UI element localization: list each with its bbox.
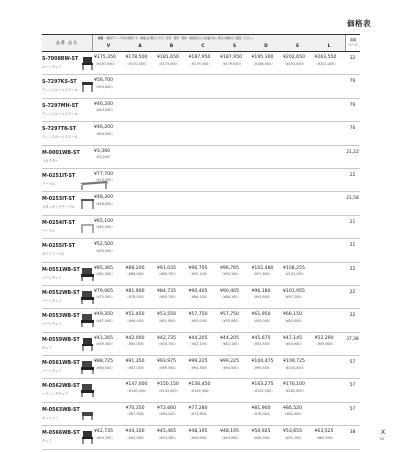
table-row bbox=[42, 75, 360, 98]
table-row bbox=[42, 239, 360, 262]
price-with-tax: ¥51,450 bbox=[125, 312, 145, 318]
price-with-tax: ¥90,405 bbox=[220, 288, 239, 294]
table-header bbox=[42, 34, 360, 52]
price-cells bbox=[93, 289, 345, 306]
page-header-line2: ページ bbox=[348, 42, 358, 47]
table-body bbox=[42, 52, 360, 450]
price-before-tax: （¥3,200） bbox=[94, 155, 113, 160]
page-reference: 38 bbox=[349, 430, 356, 436]
price-with-tax: ¥156,450 bbox=[188, 382, 211, 388]
price-cells bbox=[93, 406, 345, 423]
price-cells bbox=[93, 336, 345, 353]
page-reference: 57 bbox=[349, 360, 356, 366]
page-reference: 76 bbox=[349, 102, 356, 108]
price-with-tax: ¥44,205 bbox=[220, 335, 239, 341]
price-before-tax: （¥45,900） bbox=[188, 435, 210, 440]
page-reference: 76 bbox=[349, 126, 356, 132]
price-with-tax: ¥3,360 bbox=[94, 148, 111, 154]
price-before-tax: （¥193,000） bbox=[283, 61, 306, 66]
price-with-tax: ¥147,000 bbox=[125, 382, 148, 388]
product-name: ルーンチェア bbox=[42, 65, 62, 69]
price-before-tax: （¥86,100） bbox=[220, 295, 241, 300]
product-name: サイドテーブル bbox=[42, 252, 65, 257]
price-before-tax: （¥91,600） bbox=[251, 295, 273, 300]
price-before-tax: （¥44,000） bbox=[94, 131, 115, 136]
price-with-tax: ¥47,145 bbox=[283, 335, 302, 341]
price-with-tax: ¥48,195 bbox=[220, 429, 239, 435]
price-with-tax: ¥91,350 bbox=[125, 359, 145, 365]
price-with-tax: ¥101,955 bbox=[283, 288, 305, 294]
product-code: M-0552WB-ST bbox=[42, 290, 80, 296]
price-before-tax: （¥94,500） bbox=[188, 365, 210, 370]
price-before-tax: （¥170,000） bbox=[125, 61, 149, 66]
page-reference: 21,58 bbox=[346, 196, 359, 202]
product-code: S-7297KS-ST bbox=[42, 80, 77, 86]
grade-letter: A bbox=[138, 43, 143, 48]
price-cells bbox=[93, 195, 345, 212]
price-before-tax: （¥82,400） bbox=[283, 412, 304, 417]
table-row bbox=[42, 309, 360, 332]
product-code: M-0001WB-ST bbox=[42, 150, 80, 156]
price-with-tax: ¥187,950 bbox=[188, 55, 211, 60]
price-cells bbox=[93, 55, 345, 72]
price-with-tax: ¥195,300 bbox=[251, 55, 274, 60]
price-with-tax: ¥48,300 bbox=[94, 195, 113, 201]
price-with-tax: ¥56,700 bbox=[94, 78, 113, 84]
price-cells bbox=[93, 125, 345, 142]
price-before-tax: （¥186,000） bbox=[251, 61, 275, 66]
page-title: 価格表 bbox=[347, 19, 371, 28]
price-with-tax: ¥46,200 bbox=[94, 101, 113, 107]
price-cell bbox=[283, 289, 319, 301]
price-before-tax: （¥49,000） bbox=[125, 318, 147, 323]
price-before-tax: （¥55,000） bbox=[188, 318, 210, 323]
price-with-tax: ¥52,290 bbox=[314, 335, 334, 341]
price-with-tax: ¥96,180 bbox=[251, 288, 271, 294]
price-with-tax: ¥90,405 bbox=[188, 288, 208, 294]
product-code: M-0562WB-ST bbox=[42, 384, 80, 390]
price-before-tax: （¥45,900） bbox=[220, 435, 241, 440]
price-before-tax: （¥143,000） bbox=[157, 388, 180, 393]
price-cell bbox=[94, 242, 130, 254]
price-before-tax: （¥42,100） bbox=[188, 342, 210, 347]
page-reference: 32 bbox=[349, 56, 356, 61]
price-before-tax: （¥42,000） bbox=[125, 435, 147, 440]
price-with-tax: ¥42,735 bbox=[94, 429, 113, 435]
price-with-tax: ¥77,280 bbox=[188, 405, 208, 411]
price-before-tax: （¥63,000） bbox=[283, 318, 304, 323]
product-name: ソーシチェア bbox=[42, 298, 62, 303]
price-before-tax: （¥251,000） bbox=[314, 61, 338, 66]
price-with-tax: ¥44,205 bbox=[188, 335, 208, 341]
price-cells bbox=[93, 78, 345, 95]
price-with-tax: ¥44,100 bbox=[125, 429, 145, 435]
price-with-tax: ¥109,725 bbox=[283, 359, 305, 365]
table-row bbox=[42, 122, 360, 145]
product-code: M-0253IT-ST bbox=[42, 197, 76, 203]
price-note-text: （価格グレード別の価格です。価格はお選びいただく部位・素材・張地・価格表以上の記載がない場合の価格をご確認ください。） bbox=[104, 37, 256, 40]
price-before-tax: （¥73,600） bbox=[188, 412, 210, 417]
price-before-tax: （¥39,300） bbox=[94, 342, 115, 347]
table-row bbox=[42, 52, 360, 75]
price-before-tax: （¥74,000） bbox=[94, 178, 115, 183]
price-cell bbox=[94, 219, 130, 231]
price-before-tax: （¥69,200） bbox=[157, 412, 178, 417]
price-before-tax: （¥94,500） bbox=[220, 365, 241, 370]
price-before-tax: （¥167,000） bbox=[94, 61, 117, 66]
price-before-tax: （¥149,000） bbox=[188, 388, 212, 393]
price-before-tax: （¥99,500） bbox=[251, 365, 273, 370]
name-column-header: 品番 品名 bbox=[42, 35, 93, 51]
price-before-tax: （¥84,500） bbox=[94, 365, 115, 370]
price-before-tax: （¥46,000） bbox=[94, 201, 115, 206]
product-code: S-7008RW-ST bbox=[42, 57, 79, 62]
price-cell bbox=[94, 149, 130, 161]
price-with-tax: ¥263,550 bbox=[314, 55, 337, 60]
price-cell bbox=[283, 266, 319, 278]
price-cell bbox=[283, 312, 319, 324]
price-with-tax: ¥102,480 bbox=[251, 265, 274, 271]
price-cell bbox=[94, 78, 130, 90]
product-code: M-0563WB-ST bbox=[42, 407, 80, 413]
price-with-tax: ¥175,350 bbox=[94, 55, 116, 60]
product-code: M-0254IT-ST bbox=[42, 220, 76, 226]
price-before-tax: （¥51,000） bbox=[157, 318, 178, 323]
price-cells bbox=[93, 382, 345, 399]
page-reference: 22 bbox=[349, 289, 356, 295]
price-with-tax: ¥57,750 bbox=[188, 312, 208, 318]
page-reference: 37,38 bbox=[346, 336, 359, 342]
price-cells bbox=[93, 266, 345, 283]
price-with-tax: ¥91,035 bbox=[157, 265, 176, 271]
price-with-tax: ¥45,465 bbox=[157, 429, 176, 435]
grade-letter: D bbox=[264, 43, 269, 48]
price-cell bbox=[94, 172, 130, 184]
price-with-tax: ¥88,725 bbox=[94, 359, 113, 365]
price-before-tax: （¥42,100） bbox=[220, 342, 241, 347]
price-with-tax: ¥70,350 bbox=[125, 405, 145, 411]
page-column-header bbox=[345, 35, 360, 51]
price-before-tax: （¥48,500） bbox=[251, 435, 273, 440]
grade-letter: L bbox=[327, 43, 331, 48]
price-with-tax: ¥45,675 bbox=[251, 335, 271, 341]
price-with-tax: ¥49,350 bbox=[94, 312, 113, 318]
product-name: テーブル bbox=[42, 181, 55, 186]
product-name: スタッキングテーブル bbox=[42, 205, 75, 210]
product-code: M-0251IT-ST bbox=[42, 173, 76, 179]
price-with-tax: ¥96,705 bbox=[220, 265, 239, 271]
price-before-tax: （¥86,100） bbox=[188, 295, 210, 300]
price-with-tax: ¥187,950 bbox=[220, 55, 242, 60]
price-with-tax: ¥53,655 bbox=[283, 429, 302, 435]
product-name: テーブル bbox=[42, 228, 55, 233]
price-cell bbox=[94, 125, 130, 137]
price-before-tax: （¥59,000） bbox=[251, 318, 273, 323]
price-before-tax: （¥179,000） bbox=[220, 61, 243, 66]
product-name: コネクター bbox=[42, 158, 59, 163]
price-before-tax: （¥104,500） bbox=[283, 365, 306, 370]
price-before-tax: （¥97,600） bbox=[251, 272, 273, 277]
price-with-tax: ¥86,520 bbox=[283, 405, 302, 411]
table-row bbox=[42, 99, 360, 122]
price-with-tax: ¥104,475 bbox=[251, 359, 274, 365]
grade-letter: S bbox=[232, 43, 237, 48]
page-reference: 22 bbox=[349, 266, 356, 272]
table-row bbox=[42, 403, 360, 426]
price-with-tax: ¥46,200 bbox=[94, 125, 113, 131]
price-before-tax: （¥44,000） bbox=[94, 108, 115, 113]
product-code: S-7297MH-ST bbox=[42, 103, 79, 109]
price-before-tax: （¥43,300） bbox=[157, 435, 178, 440]
price-with-tax: ¥202,650 bbox=[283, 55, 305, 60]
table-row bbox=[42, 192, 360, 215]
price-cell bbox=[94, 195, 130, 207]
price-label: 価格 bbox=[98, 37, 104, 40]
price-before-tax: （¥92,100） bbox=[220, 272, 241, 277]
price-with-tax: ¥150,150 bbox=[157, 382, 179, 388]
price-cell bbox=[189, 382, 225, 394]
product-name: ハイバックチェア bbox=[42, 392, 69, 397]
table-row bbox=[42, 216, 360, 239]
price-with-tax: ¥57,750 bbox=[220, 312, 239, 318]
price-before-tax: （¥60,500） bbox=[314, 435, 336, 440]
product-code: M-0255IT-ST bbox=[42, 244, 76, 250]
footer-number: 00 bbox=[380, 437, 385, 441]
grade-letter: C bbox=[201, 43, 206, 48]
product-name: チェア bbox=[42, 345, 52, 350]
price-before-tax: （¥173,000） bbox=[157, 61, 180, 66]
page-reference: 57 bbox=[349, 383, 356, 389]
price-with-tax: ¥77,700 bbox=[94, 171, 113, 177]
price-before-tax: （¥80,700） bbox=[157, 295, 178, 300]
price-before-tax: （¥62,000） bbox=[94, 225, 115, 230]
price-before-tax: （¥97,100） bbox=[283, 295, 304, 300]
grade-letter: B bbox=[169, 43, 174, 48]
price-before-tax: （¥179,000） bbox=[188, 61, 212, 66]
product-code: M-0561WB-ST bbox=[42, 361, 80, 367]
product-name: オットマン bbox=[42, 415, 59, 420]
product-code: M-0553WB-ST bbox=[42, 314, 80, 320]
price-before-tax: （¥140,000） bbox=[125, 388, 149, 393]
price-before-tax: （¥89,500） bbox=[157, 365, 178, 370]
price-before-tax: （¥155,500） bbox=[251, 388, 275, 393]
price-before-tax: （¥84,000） bbox=[125, 272, 147, 277]
product-name: ソーシチェア bbox=[42, 322, 62, 327]
price-table bbox=[42, 34, 360, 450]
price-with-tax: ¥42,735 bbox=[157, 335, 176, 341]
price-before-tax: （¥87,000） bbox=[125, 365, 147, 370]
price-before-tax: （¥103,100） bbox=[283, 272, 306, 277]
price-cell bbox=[283, 359, 319, 371]
footer-mark: X bbox=[381, 429, 386, 436]
page-reference: 57 bbox=[349, 406, 356, 412]
price-before-tax: （¥40,700） bbox=[94, 435, 115, 440]
product-name: ソーシチェア bbox=[42, 275, 62, 280]
price-with-tax: ¥81,900 bbox=[251, 405, 271, 411]
price-with-tax: ¥96,705 bbox=[188, 265, 208, 271]
page-header-line1: 掲載 bbox=[349, 38, 357, 42]
product-name: ウィンスルームスツール bbox=[42, 88, 78, 93]
price-before-tax: （¥43,500） bbox=[251, 342, 273, 347]
price-before-tax: （¥51,100） bbox=[283, 435, 304, 440]
price-with-tax: ¥85,365 bbox=[94, 265, 113, 271]
table-row bbox=[42, 146, 360, 169]
page-reference: 21,22 bbox=[346, 149, 359, 155]
page-reference: 22 bbox=[349, 313, 356, 319]
price-with-tax: ¥65,100 bbox=[94, 218, 113, 224]
grade-letter: E bbox=[296, 43, 300, 48]
price-cells bbox=[93, 312, 345, 329]
price-with-tax: ¥48,195 bbox=[188, 429, 208, 435]
price-with-tax: ¥93,975 bbox=[157, 359, 176, 365]
price-before-tax: （¥49,800） bbox=[314, 342, 336, 347]
price-with-tax: ¥41,265 bbox=[94, 335, 113, 341]
price-with-tax: ¥61,950 bbox=[251, 312, 271, 318]
price-before-tax: （¥40,700） bbox=[157, 342, 178, 347]
price-cells bbox=[93, 102, 345, 119]
price-cells bbox=[93, 149, 345, 166]
page-reference: 21 bbox=[349, 219, 356, 225]
price-with-tax: ¥52,500 bbox=[94, 242, 113, 248]
price-with-tax: ¥42,000 bbox=[125, 335, 145, 341]
table-row bbox=[42, 263, 360, 286]
price-cells bbox=[93, 429, 345, 446]
page-reference: 22 bbox=[349, 172, 356, 178]
product-code: M-0551WB-ST bbox=[42, 267, 80, 273]
price-with-tax: ¥84,735 bbox=[157, 288, 176, 294]
price-with-tax: ¥170,100 bbox=[283, 382, 305, 388]
price-before-tax: （¥67,000） bbox=[125, 412, 147, 417]
price-with-tax: ¥53,550 bbox=[157, 312, 176, 318]
price-cell bbox=[283, 382, 319, 394]
grade-letters bbox=[93, 43, 345, 48]
price-note bbox=[98, 36, 256, 40]
price-before-tax: （¥44,900） bbox=[283, 342, 304, 347]
product-name: チェア bbox=[42, 439, 52, 444]
price-before-tax: （¥162,000） bbox=[283, 388, 306, 393]
page-reference: 76 bbox=[349, 79, 356, 85]
price-with-tax: ¥88,200 bbox=[125, 265, 145, 271]
price-before-tax: （¥78,000） bbox=[251, 412, 273, 417]
price-before-tax: （¥92,100） bbox=[188, 272, 210, 277]
price-before-tax: （¥55,000） bbox=[220, 318, 241, 323]
price-cells bbox=[93, 172, 345, 189]
price-with-tax: ¥72,660 bbox=[157, 405, 176, 411]
product-name: ウィンスルームスツール bbox=[42, 135, 78, 140]
page-reference: 21 bbox=[349, 243, 356, 249]
price-before-tax: （¥75,300） bbox=[94, 295, 115, 300]
price-with-tax: ¥99,225 bbox=[220, 359, 239, 365]
table-row bbox=[42, 169, 360, 192]
price-before-tax: （¥54,000） bbox=[94, 84, 115, 89]
price-cells bbox=[93, 242, 345, 259]
table-row bbox=[42, 333, 360, 356]
price-with-tax: ¥181,650 bbox=[157, 55, 179, 60]
price-before-tax: （¥78,000） bbox=[125, 295, 147, 300]
price-before-tax: （¥47,000） bbox=[94, 318, 115, 323]
price-with-tax: ¥81,900 bbox=[125, 288, 145, 294]
product-code: M-0559WB-ST bbox=[42, 337, 80, 343]
price-with-tax: ¥178,500 bbox=[125, 55, 148, 60]
price-before-tax: （¥81,300） bbox=[94, 272, 115, 277]
price-with-tax: ¥108,255 bbox=[283, 265, 305, 271]
price-with-tax: ¥63,525 bbox=[314, 429, 334, 435]
grade-letter: V bbox=[106, 43, 111, 48]
product-name: ウィンスルームスツール bbox=[42, 111, 78, 116]
price-with-tax: ¥163,275 bbox=[251, 382, 274, 388]
price-cells bbox=[93, 219, 345, 236]
price-cell bbox=[283, 406, 319, 418]
price-cell bbox=[94, 102, 130, 114]
table-row bbox=[42, 426, 360, 449]
product-name: ソーシチェア bbox=[42, 369, 62, 374]
price-cells bbox=[93, 359, 345, 376]
price-with-tax: ¥99,225 bbox=[188, 359, 208, 365]
table-row bbox=[42, 356, 360, 379]
price-with-tax: ¥79,065 bbox=[94, 288, 113, 294]
table-row bbox=[42, 379, 360, 402]
product-code: S-7297TK-ST bbox=[42, 127, 77, 133]
price-before-tax: （¥50,000） bbox=[94, 248, 115, 253]
table-row bbox=[42, 286, 360, 309]
price-cell bbox=[189, 406, 225, 418]
price-before-tax: （¥86,700） bbox=[157, 272, 178, 277]
price-with-tax: ¥50,925 bbox=[251, 429, 271, 435]
price-with-tax: ¥66,150 bbox=[283, 312, 302, 318]
price-before-tax: （¥40,000） bbox=[125, 342, 147, 347]
product-code: M-0566WB-ST bbox=[42, 431, 80, 437]
